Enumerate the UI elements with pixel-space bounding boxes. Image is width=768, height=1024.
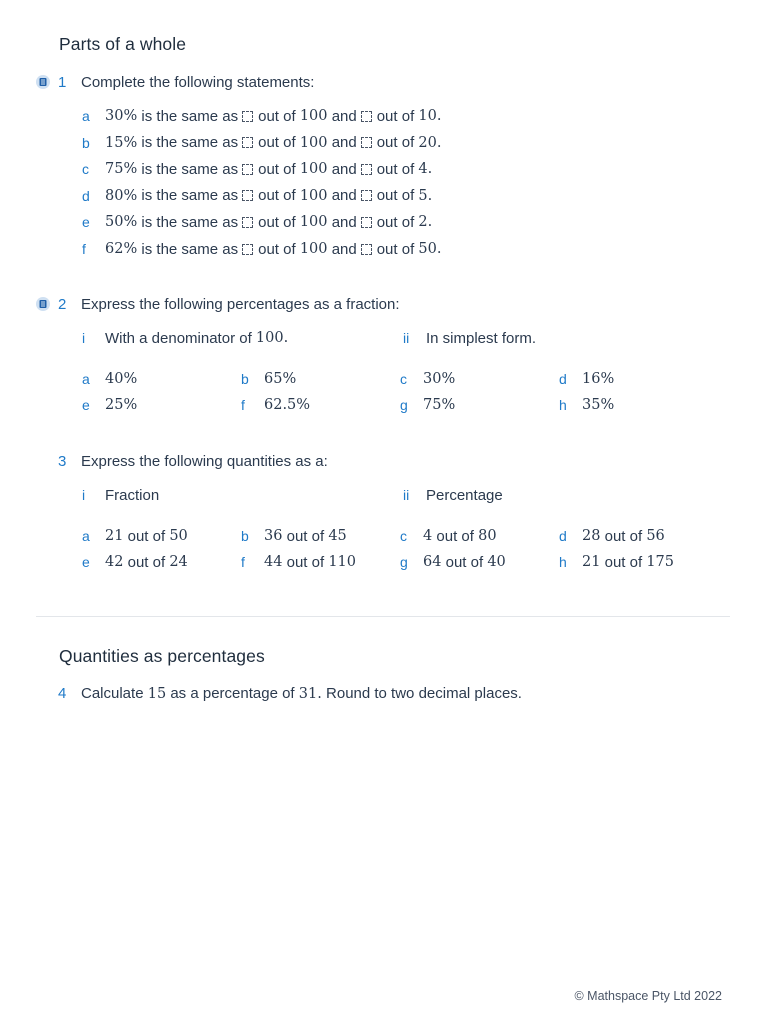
q3-item-f: f 44 out of 110 xyxy=(241,553,357,571)
question-3 xyxy=(36,451,328,471)
item-connector: is the same as xyxy=(141,213,239,231)
book-icon[interactable] xyxy=(36,297,50,311)
item-label: f xyxy=(82,241,86,257)
copyright-footer: © Mathspace Pty Ltd 2022 xyxy=(574,989,722,1003)
question-number: 1 xyxy=(58,73,67,91)
item-label: a xyxy=(82,371,90,387)
q1-item-f: f 62% is the same as out of 100 and out of 50. xyxy=(82,240,442,258)
question-prompt: Express the following percentages as a fraction: xyxy=(81,295,400,313)
item-label: e xyxy=(82,397,90,413)
part-text: Fraction xyxy=(105,486,160,504)
question-prompt: Calculate 15 as a percentage of 31. Round to two decimal places. xyxy=(81,684,522,702)
item-label: b xyxy=(241,528,249,544)
q1-item-a: a 30% is the same as out of 100 and out of 10. xyxy=(82,107,442,125)
q2-item-e xyxy=(82,395,137,415)
q3-item-g: g 64 out of 40 xyxy=(400,553,506,571)
q1-item-c: c 75% is the same as out of 100 and out of 4. xyxy=(82,160,433,178)
question-prompt: Complete the following statements: xyxy=(81,73,315,91)
item-value: 62.5% xyxy=(264,397,311,413)
item-label: e xyxy=(82,214,90,231)
answer-box[interactable] xyxy=(242,217,253,228)
item-percent: 75% xyxy=(105,161,138,178)
item-connector: is the same as xyxy=(141,134,239,152)
question-prompt: Express the following quantities as a: xyxy=(81,452,328,470)
item-label: a xyxy=(82,528,90,544)
question-number: 2 xyxy=(58,295,67,313)
q3-item-a: a 21 out of 50 xyxy=(82,527,188,545)
part-text: In simplest form. xyxy=(426,329,537,347)
q2-item-b xyxy=(241,369,296,389)
q2-item-h xyxy=(559,395,614,415)
item-percent: 80% xyxy=(105,187,138,204)
q2-part-ii xyxy=(403,328,536,348)
item-value: 35% xyxy=(582,397,615,413)
answer-box[interactable] xyxy=(361,217,372,228)
item-percent: 15% xyxy=(105,134,138,151)
item-value: 25% xyxy=(105,397,138,413)
part-label: ii xyxy=(403,487,410,503)
section-heading-parts-of-a-whole: Parts of a whole xyxy=(59,34,187,54)
question-number: 4 xyxy=(58,684,67,702)
item-label: g xyxy=(400,397,408,413)
part-value: 100. xyxy=(255,330,289,346)
item-label: f xyxy=(241,554,245,570)
q3-part-i xyxy=(82,485,159,505)
q3-item-e: e 42 out of 24 xyxy=(82,553,188,571)
answer-box[interactable] xyxy=(361,190,372,201)
item-label: d xyxy=(82,187,90,204)
q3-item-c: c 4 out of 80 xyxy=(400,527,497,545)
part-text: With a denominator of xyxy=(105,329,252,347)
item-label: b xyxy=(82,134,90,151)
part-label: ii xyxy=(403,330,410,346)
item-percent: 50% xyxy=(105,214,138,231)
item-label: c xyxy=(400,371,407,387)
q3-item-b: b 36 out of 45 xyxy=(241,527,347,545)
question-1 xyxy=(36,72,314,92)
q2-item-c xyxy=(400,369,455,389)
item-value: 65% xyxy=(264,371,297,387)
item-connector: is the same as xyxy=(141,240,239,258)
question-2 xyxy=(36,294,400,314)
item-label: d xyxy=(559,528,567,544)
answer-box[interactable] xyxy=(361,111,372,122)
book-icon[interactable] xyxy=(36,75,50,89)
q1-item-b: b 15% is the same as out of 100 and out of 20. xyxy=(82,134,442,152)
item-label: a xyxy=(82,108,90,124)
q2-item-a xyxy=(82,369,137,389)
item-value: 30% xyxy=(423,371,456,387)
part-text: Percentage xyxy=(426,486,503,504)
item-connector: is the same as xyxy=(141,160,239,178)
q2-item-f xyxy=(241,395,310,415)
answer-box[interactable] xyxy=(242,164,253,175)
item-label: h xyxy=(559,554,567,570)
q3-item-h: h 21 out of 175 xyxy=(559,553,675,571)
section-heading-quantities-as-percentages: Quantities as percentages xyxy=(59,646,265,666)
question-4 xyxy=(36,683,522,703)
answer-box[interactable] xyxy=(361,137,372,148)
item-percent: 30% xyxy=(105,108,138,124)
part-label: i xyxy=(82,330,86,346)
q2-item-d xyxy=(559,369,614,389)
item-label: b xyxy=(241,371,249,387)
item-connector: is the same as xyxy=(141,107,239,125)
answer-box[interactable] xyxy=(361,164,372,175)
item-value: 40% xyxy=(105,371,138,387)
item-label: g xyxy=(400,554,408,570)
item-label: c xyxy=(400,528,407,544)
q3-item-d: d 28 out of 56 xyxy=(559,527,665,545)
item-value: 16% xyxy=(582,371,615,387)
answer-box[interactable] xyxy=(242,190,253,201)
q1-item-d: d 80% is the same as out of 100 and out of 5. xyxy=(82,187,433,205)
answer-box[interactable] xyxy=(242,137,253,148)
answer-box[interactable] xyxy=(242,244,253,255)
answer-box[interactable] xyxy=(242,111,253,122)
q1-item-e: e 50% is the same as out of 100 and out of 2. xyxy=(82,213,433,231)
item-label: h xyxy=(559,397,567,413)
item-connector: is the same as xyxy=(141,187,239,205)
item-value: 75% xyxy=(423,397,456,413)
item-percent: 62% xyxy=(105,241,138,257)
part-label: i xyxy=(82,487,86,503)
q2-item-g xyxy=(400,395,455,415)
q2-part-i xyxy=(82,328,288,348)
answer-box[interactable] xyxy=(361,244,372,255)
item-label: c xyxy=(82,161,89,178)
item-label: f xyxy=(241,397,245,413)
question-number: 3 xyxy=(58,452,67,470)
q3-part-ii xyxy=(403,485,503,505)
item-label: d xyxy=(559,371,567,387)
section-divider xyxy=(36,616,730,617)
item-label: e xyxy=(82,554,90,570)
